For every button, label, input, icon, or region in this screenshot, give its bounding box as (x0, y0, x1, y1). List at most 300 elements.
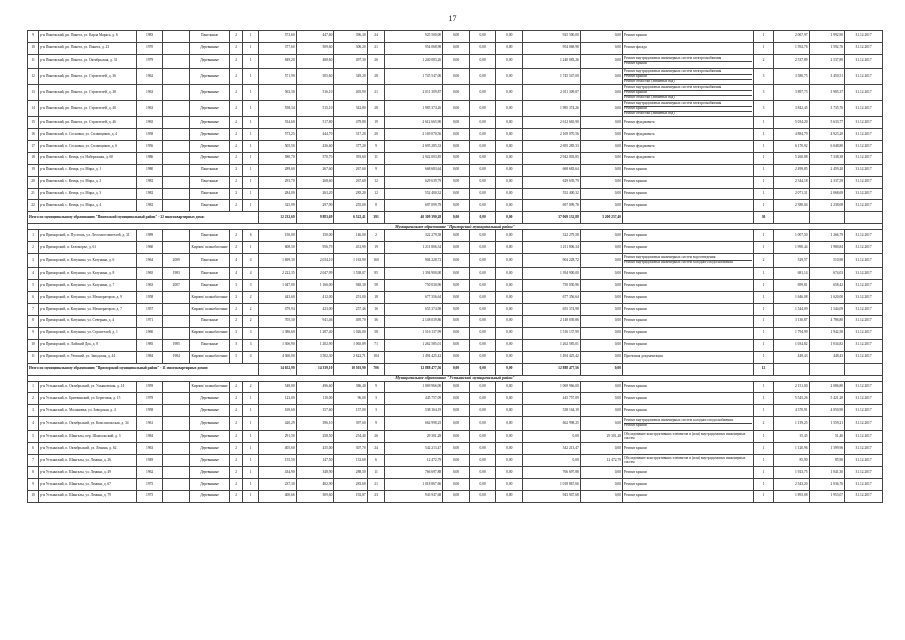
cell-prem: 309,60 (296, 490, 334, 502)
cell-year: 1956 (136, 141, 163, 153)
table-row (28, 200, 883, 212)
cell-b2: 0,00 (469, 31, 496, 43)
cell-ud: 0,00 (580, 141, 622, 153)
cell-ent: 1 (243, 101, 259, 117)
total-b3: 0,00 (496, 363, 523, 375)
cell-n: 10 (28, 42, 39, 54)
work-type: Ремонт отмостки (ливневых вод) (624, 111, 752, 116)
cell-n: 17 (28, 141, 39, 153)
cell-qty: 3 (754, 85, 774, 101)
cell-work (623, 455, 754, 467)
work-type: Ремонт крыши (624, 106, 752, 111)
cell-b1: 0,00 (443, 455, 470, 467)
cell-ud: 12 472,79 (580, 455, 622, 467)
cell-rec (163, 31, 190, 43)
cell-qty: 1 (754, 129, 774, 141)
cell-year: 1984 (136, 351, 163, 363)
cell-ent: 1 (243, 117, 259, 129)
cell-ent: 1 (243, 242, 259, 254)
cell-work (623, 431, 754, 443)
cell-cost: 1 745 547,00 (385, 69, 443, 85)
cell-date: 31.12.2017 (845, 268, 883, 280)
cell-cs: 1 923,75 (774, 467, 810, 479)
cell-cost: 1 494 425,42 (385, 351, 443, 363)
cell-ud: 0,00 (580, 381, 622, 393)
cell-fl: 3 (230, 339, 243, 351)
cell-fl: 2 (230, 31, 243, 43)
table-row (28, 431, 883, 443)
cell-rec (163, 479, 190, 491)
cell-mat: Панельные (190, 164, 230, 176)
cell-addr: р-н Устьянский, п. Шангалы, ул. Ленина, д. 79 (39, 490, 137, 502)
cell-mat: Панельные (190, 315, 230, 327)
cell-res: 9 (367, 417, 385, 431)
page-number: 17 (448, 14, 457, 23)
cell-rec (163, 431, 190, 443)
cell-b3: 0,00 (496, 443, 523, 455)
cell-res: 2 (367, 230, 385, 242)
work-type: Ремонт фундамента (624, 131, 655, 136)
cell-res: 16 (367, 304, 385, 316)
cell-qty: 1 (754, 200, 774, 212)
cell-year: 1963 (136, 101, 163, 117)
cell-area: 705,30 (258, 315, 296, 327)
cell-ent: 1 (243, 443, 259, 455)
cell-addr: р-н Пинежский, рп. Пинега, ул. Пинега, д. 23 (39, 42, 137, 54)
cell-date: 31.12.2017 (845, 417, 883, 431)
cell-cs: 529,57 (774, 254, 810, 268)
cell-mat: Кирпич/ шлакоблочные (190, 292, 230, 304)
cell-b1: 0,00 (443, 467, 470, 479)
cell-qty: 2 (754, 54, 774, 68)
cell-ent: 4 (243, 351, 259, 363)
work-type: Ремонт фундамента (624, 143, 655, 148)
cell-fl: 2 (230, 176, 243, 188)
cell-lim: 1 266,79 (809, 230, 845, 242)
cell-fl: 2 (230, 54, 243, 68)
cell-lim: 1 592,76 (809, 42, 845, 54)
cell-cs: 3 130,87 (774, 315, 810, 327)
cell-res: 71 (367, 339, 385, 351)
cell-work (623, 152, 754, 164)
cell-date: 31.12.2017 (845, 230, 883, 242)
table-row (28, 31, 883, 43)
cell-res: 9 (367, 141, 385, 153)
table-row (28, 292, 883, 304)
cell-fl: 2 (230, 164, 243, 176)
work-type: Ремонт крыши (624, 61, 752, 66)
cell-lim: 1 544,09 (809, 304, 845, 316)
cell-liv: 267,60 (334, 164, 367, 176)
cell-mat: Деревянные (190, 431, 230, 443)
cell-fl: 2 (230, 315, 243, 327)
cell-lim: 1 992,90 (809, 31, 845, 43)
cell-res: 9 (367, 381, 385, 393)
cell-b2: 0,00 (469, 327, 496, 339)
cell-qty: 1 (754, 327, 774, 339)
cell-cs: 681,14 (774, 268, 810, 280)
cell-ent: 1 (243, 455, 259, 467)
cell-cost: 2 148 039,86 (385, 315, 443, 327)
cell-year: 1961 (136, 417, 163, 431)
cell-year: 1971 (136, 315, 163, 327)
cell-b2: 0,00 (469, 188, 496, 200)
cell-area: 1 047,00 (258, 280, 296, 292)
cell-work (623, 242, 754, 254)
work-type: Ремонт крыши (624, 202, 647, 207)
cell-liv: 157,00 (334, 405, 367, 417)
cell-lim: 51,40 (809, 431, 845, 443)
cell-own: 662 998,25 (523, 417, 581, 431)
cell-date: 31.12.2017 (845, 327, 883, 339)
cell-area: 443,60 (258, 292, 296, 304)
cell-lim: 4 923,20 (809, 129, 845, 141)
cell-ud: 0,00 (580, 292, 622, 304)
total-qty: 12 (754, 363, 774, 375)
cell-own: 904 228,72 (523, 254, 581, 268)
cell-fl: 2 (230, 393, 243, 405)
cell-liv: 96,00 (334, 393, 367, 405)
total-empty (845, 212, 883, 224)
cell-cost: 1 262 585,01 (385, 339, 443, 351)
cell-addr: р-н Приморский, п. Катунино, ул. Катунина, д. 6 (39, 254, 137, 268)
cell-date: 31.12.2017 (845, 200, 883, 212)
work-type: Ремонт крыши (624, 74, 752, 79)
cell-liv: 283,60 (334, 479, 367, 491)
cell-b3: 0,00 (496, 490, 523, 502)
cell-ud: 0,00 (580, 129, 622, 141)
cell-area: 284,00 (258, 188, 296, 200)
cell-prem: 157,60 (296, 405, 334, 417)
cell-liv: 479,80 (334, 117, 367, 129)
work-type: Ремонт крыши (624, 423, 752, 428)
total-row (28, 212, 883, 224)
total-row (28, 363, 883, 375)
cell-mat: Кирпич/ шлакоблочные (190, 304, 230, 316)
cell-rec (163, 467, 190, 479)
cell-liv: 133,60 (334, 455, 367, 467)
cell-lim: 1 980,84 (809, 242, 845, 254)
cell-date: 31.12.2017 (845, 381, 883, 393)
cell-b2: 0,00 (469, 339, 496, 351)
cell-b1: 0,00 (443, 479, 470, 491)
cell-date: 31.12.2017 (845, 242, 883, 254)
cell-rec: 1985 (163, 339, 190, 351)
cell-cs: 699,81 (774, 280, 810, 292)
cell-b2: 0,00 (469, 176, 496, 188)
cell-lim: 4 050,90 (809, 405, 845, 417)
cell-qty: 1 (754, 455, 774, 467)
cell-date: 31.12.2017 (845, 479, 883, 491)
cell-liv: 1 163,90 (334, 254, 367, 268)
cell-prem: 496,60 (296, 381, 334, 393)
cell-b1: 0,00 (443, 176, 470, 188)
cell-b2: 0,00 (469, 117, 496, 129)
cell-n: 3 (28, 405, 39, 417)
cell-qty: 1 (754, 292, 774, 304)
table-row (28, 304, 883, 316)
cell-fl: 2 (230, 381, 243, 393)
cell-date: 31.12.2017 (845, 254, 883, 268)
cell-ud: 0,00 (580, 152, 622, 164)
cell-addr: р-н Пинежский, с. Кемца, ул. Набережная, д. 60 (39, 152, 137, 164)
cell-prem: 509,60 (296, 42, 334, 54)
cell-rec: 2007 (163, 280, 190, 292)
cell-own: 322 279,58 (523, 230, 581, 242)
cell-b1: 0,00 (443, 164, 470, 176)
cell-liv: 146,00 (334, 230, 367, 242)
cell-addr: р-н Пинежский, рп. Пинега, ул. Строителей, д. 40 (39, 101, 137, 117)
cell-b3: 0,00 (496, 327, 523, 339)
work-type: Ремонт крыши (624, 191, 647, 196)
cell-own: 1 262 585,01 (523, 339, 581, 351)
total-res: 706 (367, 363, 385, 375)
cell-prem: 516,10 (296, 85, 334, 101)
cell-work (623, 381, 754, 393)
cell-addr: р-н Устьянский, п. Октябрьский, ул. Ульяновская, д. 14 (39, 381, 137, 393)
cell-addr: р-н Устьянский, п. Бритвинский, ул. Береговая, д. 15 (39, 393, 137, 405)
cell-liv: 1 065,89 (334, 339, 367, 351)
work-type: Ремонт внутридомовых инженерных систем электроснабжения (624, 56, 722, 60)
cell-n: 2 (28, 242, 39, 254)
cell-own: 1 211 806,34 (523, 242, 581, 254)
cell-b1: 0,00 (443, 443, 470, 455)
cell-b2: 0,00 (469, 490, 496, 502)
cell-addr: р-н Приморский, п. Катунино, ул. Мелиораторов, д. 7 (39, 304, 137, 316)
cell-liv: 393,60 (334, 152, 367, 164)
cell-date: 31.12.2017 (845, 393, 883, 405)
cell-addr: р-н Устьянский, п. Шангалы, ул. Ленина, д. 26 (39, 455, 137, 467)
cell-cost: 2 695 285,33 (385, 141, 443, 153)
cell-area: 400,66 (258, 490, 296, 502)
cell-mat: Деревянные (190, 152, 230, 164)
cell-lim: 2 238,08 (809, 200, 845, 212)
cell-b3: 0,00 (496, 455, 523, 467)
cell-own: 1 494 425,42 (523, 351, 581, 363)
cell-b3: 0,00 (496, 405, 523, 417)
cell-prem: 482,90 (296, 479, 334, 491)
cell-res: 20 (367, 129, 385, 141)
cell-work (623, 268, 754, 280)
cell-lim: 1 399,96 (809, 443, 845, 455)
cell-b3: 0,00 (496, 268, 523, 280)
cell-n: 2 (28, 393, 39, 405)
cell-date: 31.12.2017 (845, 152, 883, 164)
cell-b3: 0,00 (496, 54, 523, 68)
cell-own: 0,00 (523, 455, 581, 467)
cell-area: 479,94 (258, 304, 296, 316)
cell-b2: 0,00 (469, 141, 496, 153)
table-row (28, 129, 883, 141)
cell-addr: р-н Приморский, п. Катунино, ул. Мелиораторов, д. 9 (39, 292, 137, 304)
cell-res: 184 (367, 351, 385, 363)
cell-area: 155,50 (258, 455, 296, 467)
cell-fl: 2 (230, 304, 243, 316)
cell-cost: 904 228,72 (385, 254, 443, 268)
cell-ud: 0,00 (580, 69, 622, 85)
cell-lim: 5 633,77 (809, 117, 845, 129)
work-type: Ремонт отмостки (ливневых вод) (624, 95, 752, 100)
cell-fl: 2 (230, 42, 243, 54)
total-empty (809, 363, 845, 375)
cell-ud: 0,00 (580, 200, 622, 212)
cell-liv: 377,20 (334, 141, 367, 153)
total-cost: 12 888 477,56 (385, 363, 443, 375)
cell-n: 10 (28, 339, 39, 351)
cell-date: 31.12.2017 (845, 490, 883, 502)
cell-mat: Панельные (190, 280, 230, 292)
cell-addr: р-н Пинежский, с. Кемца, ул. Мира, д. 3 (39, 188, 137, 200)
cell-addr: р-н Пинежский, рп. Пинега, ул. Строителей, д. 38 (39, 85, 137, 101)
table-row (28, 351, 883, 363)
cell-lim: 448,43 (809, 351, 845, 363)
cell-n: 20 (28, 176, 39, 188)
cell-n: 11 (28, 54, 39, 68)
cell-b1: 0,00 (443, 101, 470, 117)
cell-ent: 2 (243, 315, 259, 327)
cell-b2: 0,00 (469, 42, 496, 54)
cell-mat: Деревянные (190, 69, 230, 85)
cell-lim: 2 337,59 (809, 176, 845, 188)
cell-cost: 954 068,98 (385, 42, 443, 54)
cell-qty: 1 (754, 280, 774, 292)
cell-area: 434,90 (258, 467, 296, 479)
cell-prem: 436,60 (296, 141, 334, 153)
cell-cost: 322 279,58 (385, 230, 443, 242)
cell-rec: 2009 (163, 254, 190, 268)
cell-res: 19 (367, 117, 385, 129)
table-row (28, 315, 883, 327)
cell-b2: 0,00 (469, 200, 496, 212)
cell-rec (163, 42, 190, 54)
cell-liv: 397,60 (334, 417, 367, 431)
cell-cs: 448,43 (774, 351, 810, 363)
cell-ent: 1 (243, 188, 259, 200)
cell-fl: 5 (230, 351, 243, 363)
cell-mat: Панельные (190, 176, 230, 188)
cell-b1: 0,00 (443, 417, 470, 431)
cell-area: 293,70 (258, 176, 296, 188)
cell-date: 31.12.2017 (845, 405, 883, 417)
cell-res: 21 (367, 479, 385, 491)
cell-ud: 0,00 (580, 85, 622, 101)
cell-res: 26 (367, 431, 385, 443)
cell-addr: р-н Пинежский, с. Кемца, ул. Мира, д. 1 (39, 164, 137, 176)
cell-res: 12 (367, 176, 385, 188)
cell-res: 36 (367, 315, 385, 327)
cell-mat: Панельные (190, 254, 230, 268)
cell-b3: 0,00 (496, 101, 523, 117)
cell-fl: 2 (230, 479, 243, 491)
cell-ud: 0,00 (580, 101, 622, 117)
table-row (28, 280, 883, 292)
cell-b3: 0,00 (496, 479, 523, 491)
table-row (28, 101, 883, 117)
cell-own: 2 148 039,86 (523, 315, 581, 327)
cell-ud: 0,00 (580, 393, 622, 405)
cell-mat: Деревянные (190, 417, 230, 431)
cell-fl: 2 (230, 101, 243, 117)
cell-prem: 267,60 (296, 164, 334, 176)
work-type: Ремонт внутридомовых инженерных систем электроснабжения (624, 84, 722, 89)
cell-prem: 435,00 (296, 443, 334, 455)
work-type: Ремонт крыши (624, 407, 647, 412)
work-type: Ремонт отмостки (ливневых вод) (624, 79, 752, 84)
cell-res: 24 (367, 31, 385, 43)
cell-fl: 2 (230, 85, 243, 101)
section-header: Муниципальное образование "Приморский муниципальный район" (28, 224, 883, 230)
work-type: Ремонт крыши (624, 445, 647, 450)
cell-rec (163, 129, 190, 141)
cell-b1: 0,00 (443, 327, 470, 339)
cell-own: 766 697,88 (523, 467, 581, 479)
cell-res: 19 (367, 242, 385, 254)
cell-b2: 0,00 (469, 242, 496, 254)
work-type: Ремонт крыши (624, 469, 647, 474)
work-type: Ремонт крыши (624, 330, 647, 335)
cell-work (623, 176, 754, 188)
cell-cs: 1 990,44 (774, 242, 810, 254)
table-row (28, 268, 883, 280)
cell-own: 2 695 285,33 (523, 141, 581, 153)
table-row (28, 230, 883, 242)
cell-mat: Панельные (190, 268, 230, 280)
table-row (28, 176, 883, 188)
cell-cs: 1 646,08 (774, 292, 810, 304)
cell-cost: 2 169 070,56 (385, 129, 443, 141)
cell-area: 849,20 (258, 54, 296, 68)
cell-qty: 1 (754, 152, 774, 164)
cell-cost: 1 240 083,26 (385, 54, 443, 68)
cell-own: 1 240 083,26 (523, 54, 581, 68)
cell-own: 2 612 665,90 (523, 117, 581, 129)
cell-date: 31.12.2017 (845, 117, 883, 129)
cell-n: 4 (28, 268, 39, 280)
cell-cost: 552 400,32 (385, 188, 443, 200)
cell-area: 608,50 (258, 242, 296, 254)
work-type: Ремонт крыши (624, 384, 647, 389)
cell-addr: р-н Устьянский, п. Шангалы, пер. Шангальский, д. 3 (39, 431, 137, 443)
cell-mat: Деревянные (190, 129, 230, 141)
cell-cost: 2 942 003,85 (385, 152, 443, 164)
cell-area: 563,30 (258, 85, 296, 101)
cell-cs: 2 537,89 (774, 54, 810, 68)
total-own: 12 888 477,56 (523, 363, 581, 375)
cell-work (623, 141, 754, 153)
cell-qty: 1 (754, 431, 774, 443)
cell-ud: 0,00 (580, 268, 622, 280)
cell-own: 1 516 137,99 (523, 327, 581, 339)
cell-fl: 2 (230, 242, 243, 254)
cell-mat: Деревянные (190, 141, 230, 153)
table-row (28, 327, 883, 339)
cell-own: 1 745 547,00 (523, 69, 581, 85)
table-row (28, 141, 883, 153)
cell-qty: 1 (754, 490, 774, 502)
cell-work (623, 304, 754, 316)
cell-res: 18 (367, 292, 385, 304)
cell-mat: Деревянные (190, 117, 230, 129)
cell-b2: 0,00 (469, 230, 496, 242)
cell-ud: 0,00 (580, 42, 622, 54)
cell-ent: 3 (243, 327, 259, 339)
cell-n: 11 (28, 351, 39, 363)
table-row (28, 164, 883, 176)
total-liv: 6 522,41 (334, 212, 367, 224)
cell-mat: Деревянные (190, 393, 230, 405)
cell-liv: 948,30 (334, 280, 367, 292)
cell-b1: 0,00 (443, 393, 470, 405)
